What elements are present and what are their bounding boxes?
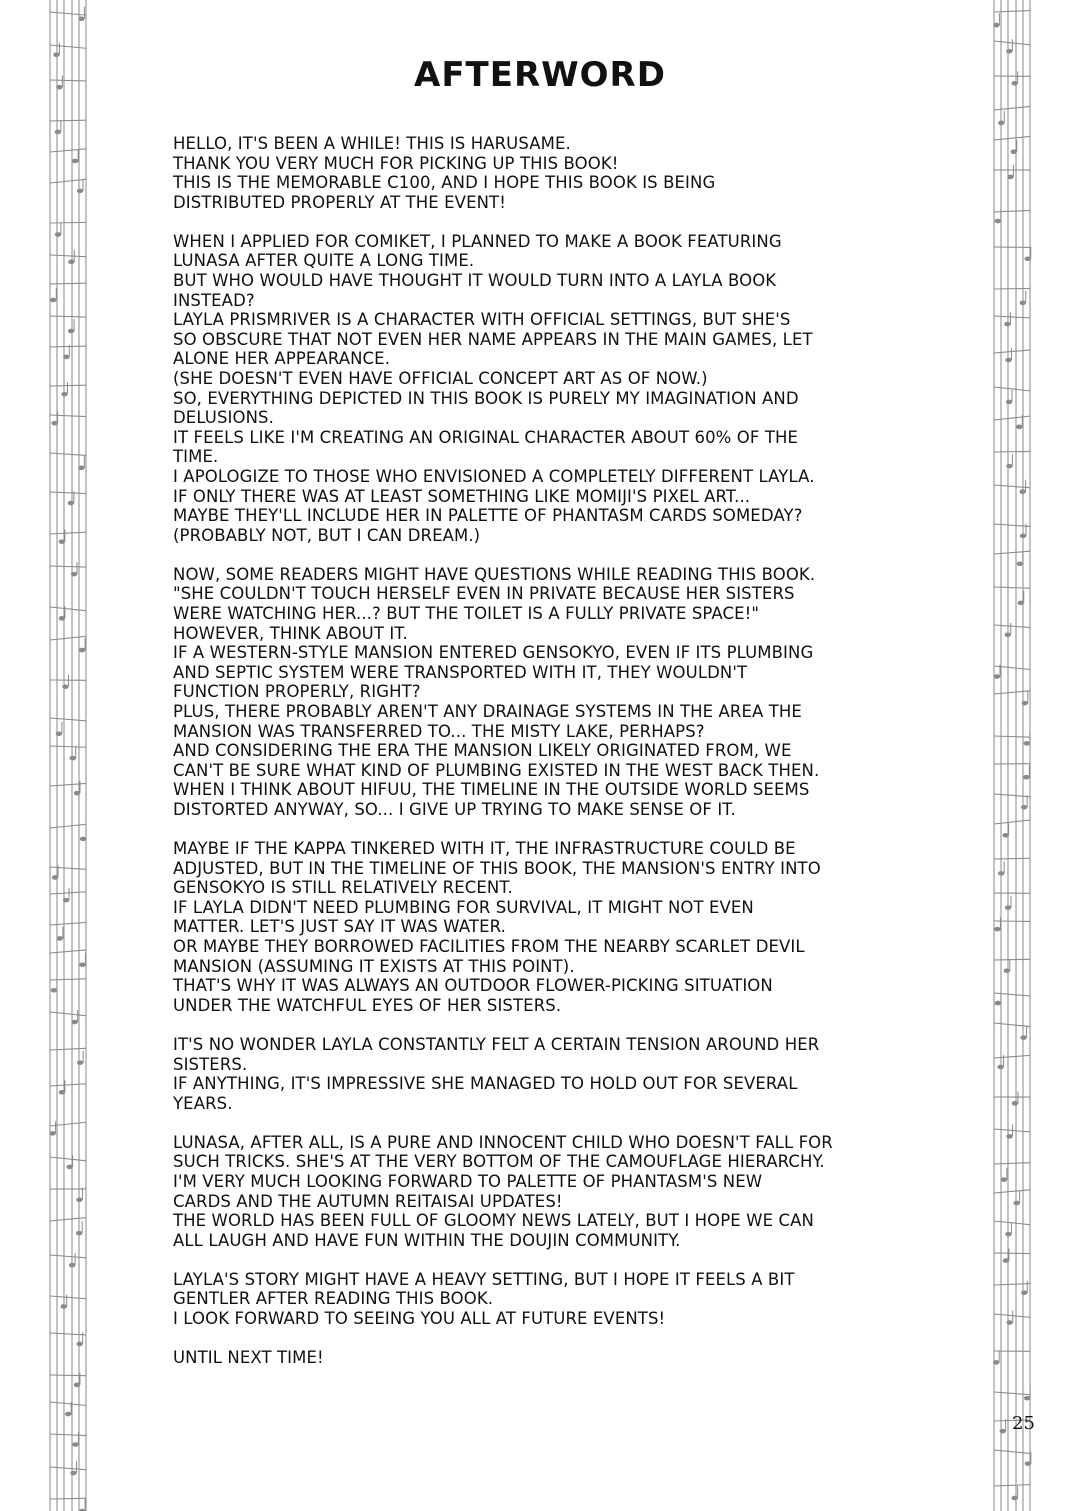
text-line: MAYBE IF THE KAPPA TINKERED WITH IT, THE INFRASTRUCTURE COULD BE xyxy=(173,839,796,859)
text-line: GENSOKYO IS STILL RELATIVELY RECENT. xyxy=(173,878,513,898)
text-line: WHEN I THINK ABOUT HIFUU, THE TIMELINE IN THE OUTSIDE WORLD SEEMS xyxy=(173,780,810,800)
text-line: THE WORLD HAS BEEN FULL OF GLOOMY NEWS LATELY, BUT I HOPE WE CAN xyxy=(173,1211,814,1231)
text-line: GENTLER AFTER READING THIS BOOK. xyxy=(173,1289,494,1309)
text-line: AND SEPTIC SYSTEM WERE TRANSPORTED WITH IT, THEY WOULDN'T xyxy=(173,662,748,682)
text-line: I LOOK FORWARD TO SEEING YOU ALL AT FUTURE EVENTS! xyxy=(173,1309,666,1329)
text-line: DISTRIBUTED PROPERLY AT THE EVENT! xyxy=(173,192,506,212)
text-line: FUNCTION PROPERLY, RIGHT? xyxy=(173,682,421,702)
text-line: HELLO, IT'S BEEN A WHILE! THIS IS HARUSAME. xyxy=(173,134,571,153)
text-line: IF A WESTERN-STYLE MANSION ENTERED GENSOKYO, EVEN IF ITS PLUMBING xyxy=(173,643,814,663)
text-line: DISTORTED ANYWAY, SO... I GIVE UP TRYING TO MAKE SENSE OF IT. xyxy=(173,800,736,819)
text-line: INSTEAD? xyxy=(173,290,255,310)
text-line: UNTIL NEXT TIME! xyxy=(173,1348,324,1368)
text-line: SO, EVERYTHING DEPICTED IN THIS BOOK IS PURELY MY IMAGINATION AND xyxy=(173,388,799,408)
text-line: WERE WATCHING HER...? BUT THE TOILET IS A FULLY PRIVATE SPACE!" xyxy=(173,604,760,624)
text-line: THIS IS THE MEMORABLE C100, AND I HOPE THIS BOOK IS BEING xyxy=(173,173,716,193)
paragraph xyxy=(173,134,918,212)
text-line: IT FEELS LIKE I'M CREATING AN ORIGINAL CHARACTER ABOUT 60% OF THE xyxy=(173,427,799,447)
text-line: IF ONLY THERE WAS AT LEAST SOMETHING LIKE MOMIJI'S PIXEL ART... xyxy=(173,486,751,506)
text-line: IT'S NO WONDER LAYLA CONSTANTLY FELT A CERTAIN TENSION AROUND HER xyxy=(173,1034,820,1054)
paragraph xyxy=(173,232,918,546)
text-line: SO OBSCURE THAT NOT EVEN HER NAME APPEARS IN THE MAIN GAMES, LET xyxy=(173,329,813,349)
text-line: I APOLOGIZE TO THOSE WHO ENVISIONED A COMPLETELY DIFFERENT LAYLA. xyxy=(173,467,815,486)
paragraph xyxy=(173,1035,918,1113)
text-line: ALL LAUGH AND HAVE FUN WITHIN THE DOUJIN COMMUNITY. xyxy=(173,1230,681,1250)
paragraph xyxy=(173,1133,918,1251)
text-line: LAYLA PRISMRIVER IS A CHARACTER WITH OFFICIAL SETTINGS, BUT SHE'S xyxy=(173,310,791,330)
music-staff-border-left xyxy=(46,0,90,1511)
paragraph xyxy=(173,839,918,1015)
text-line: SISTERS. xyxy=(173,1054,248,1074)
text-line: TIME. xyxy=(173,447,219,467)
afterword-body xyxy=(173,134,918,1387)
music-staff-border-right xyxy=(990,0,1034,1511)
text-line: AND CONSIDERING THE ERA THE MANSION LIKELY ORIGINATED FROM, WE xyxy=(173,741,792,761)
text-line: "SHE COULDN'T TOUCH HERSELF EVEN IN PRIVATE BECAUSE HER SISTERS xyxy=(173,584,795,604)
text-line: HOWEVER, THINK ABOUT IT. xyxy=(173,623,408,643)
text-line: ADJUSTED, BUT IN THE TIMELINE OF THIS BOOK, THE MANSION'S ENTRY INTO xyxy=(173,858,821,878)
paragraph xyxy=(173,565,918,820)
text-line: MATTER. LET'S JUST SAY IT WAS WATER. xyxy=(173,917,506,937)
text-line: DELUSIONS. xyxy=(173,408,274,428)
paragraph xyxy=(173,1270,918,1329)
text-line: THANK YOU VERY MUCH FOR PICKING UP THIS BOOK! xyxy=(173,153,619,173)
text-line: MAYBE THEY'LL INCLUDE HER IN PALETTE OF PHANTASM CARDS SOMEDAY? xyxy=(173,506,803,526)
text-line: YEARS. xyxy=(173,1093,233,1113)
text-line: BUT WHO WOULD HAVE THOUGHT IT WOULD TURN INTO A LAYLA BOOK xyxy=(173,271,777,291)
text-line: NOW, SOME READERS MIGHT HAVE QUESTIONS WHILE READING THIS BOOK. xyxy=(173,564,816,584)
text-line: THAT'S WHY IT WAS ALWAYS AN OUTDOOR FLOWER-PICKING SITUATION xyxy=(173,976,773,996)
text-line: LUNASA AFTER QUITE A LONG TIME. xyxy=(173,251,475,271)
text-line: LUNASA, AFTER ALL, IS A PURE AND INNOCENT CHILD WHO DOESN'T FALL FOR xyxy=(173,1132,833,1152)
text-line: MANSION WAS TRANSFERRED TO... THE MISTY LAKE, PERHAPS? xyxy=(173,721,705,741)
text-line: (SHE DOESN'T EVEN HAVE OFFICIAL CONCEPT ART AS OF NOW.) xyxy=(173,369,708,389)
text-line: I'M VERY MUCH LOOKING FORWARD TO PALETTE OF PHANTASM'S NEW xyxy=(173,1172,763,1191)
text-line: WHEN I APPLIED FOR COMIKET, I PLANNED TO MAKE A BOOK FEATURING xyxy=(173,231,782,251)
text-line: ALONE HER APPEARANCE. xyxy=(173,349,391,369)
text-line: CAN'T BE SURE WHAT KIND OF PLUMBING EXISTED IN THE WEST BACK THEN. xyxy=(173,760,820,780)
text-line: IF ANYTHING, IT'S IMPRESSIVE SHE MANAGED TO HOLD OUT FOR SEVERAL xyxy=(173,1074,798,1094)
text-line: IF LAYLA DIDN'T NEED PLUMBING FOR SURVIVAL, IT MIGHT NOT EVEN xyxy=(173,897,754,917)
text-line: LAYLA'S STORY MIGHT HAVE A HEAVY SETTING, BUT I HOPE IT FEELS A BIT xyxy=(173,1269,795,1289)
text-line: OR MAYBE THEY BORROWED FACILITIES FROM THE NEARBY SCARLET DEVIL xyxy=(173,937,805,957)
text-line: CARDS AND THE AUTUMN REITAISAI UPDATES! xyxy=(173,1191,563,1211)
text-line: (PROBABLY NOT, BUT I CAN DREAM.) xyxy=(173,525,481,545)
page-title: AFTERWORD xyxy=(414,55,666,95)
text-line: SUCH TRICKS. SHE'S AT THE VERY BOTTOM OF THE CAMOUFLAGE HIERARCHY. xyxy=(173,1152,825,1172)
text-line: MANSION (ASSUMING IT EXISTS AT THIS POINT). xyxy=(173,956,575,976)
text-line: PLUS, THERE PROBABLY AREN'T ANY DRAINAGE SYSTEMS IN THE AREA THE xyxy=(173,702,802,722)
page-number: 25 xyxy=(1012,1413,1035,1434)
text-line: UNDER THE WATCHFUL EYES OF HER SISTERS. xyxy=(173,995,562,1015)
paragraph xyxy=(173,1348,918,1368)
